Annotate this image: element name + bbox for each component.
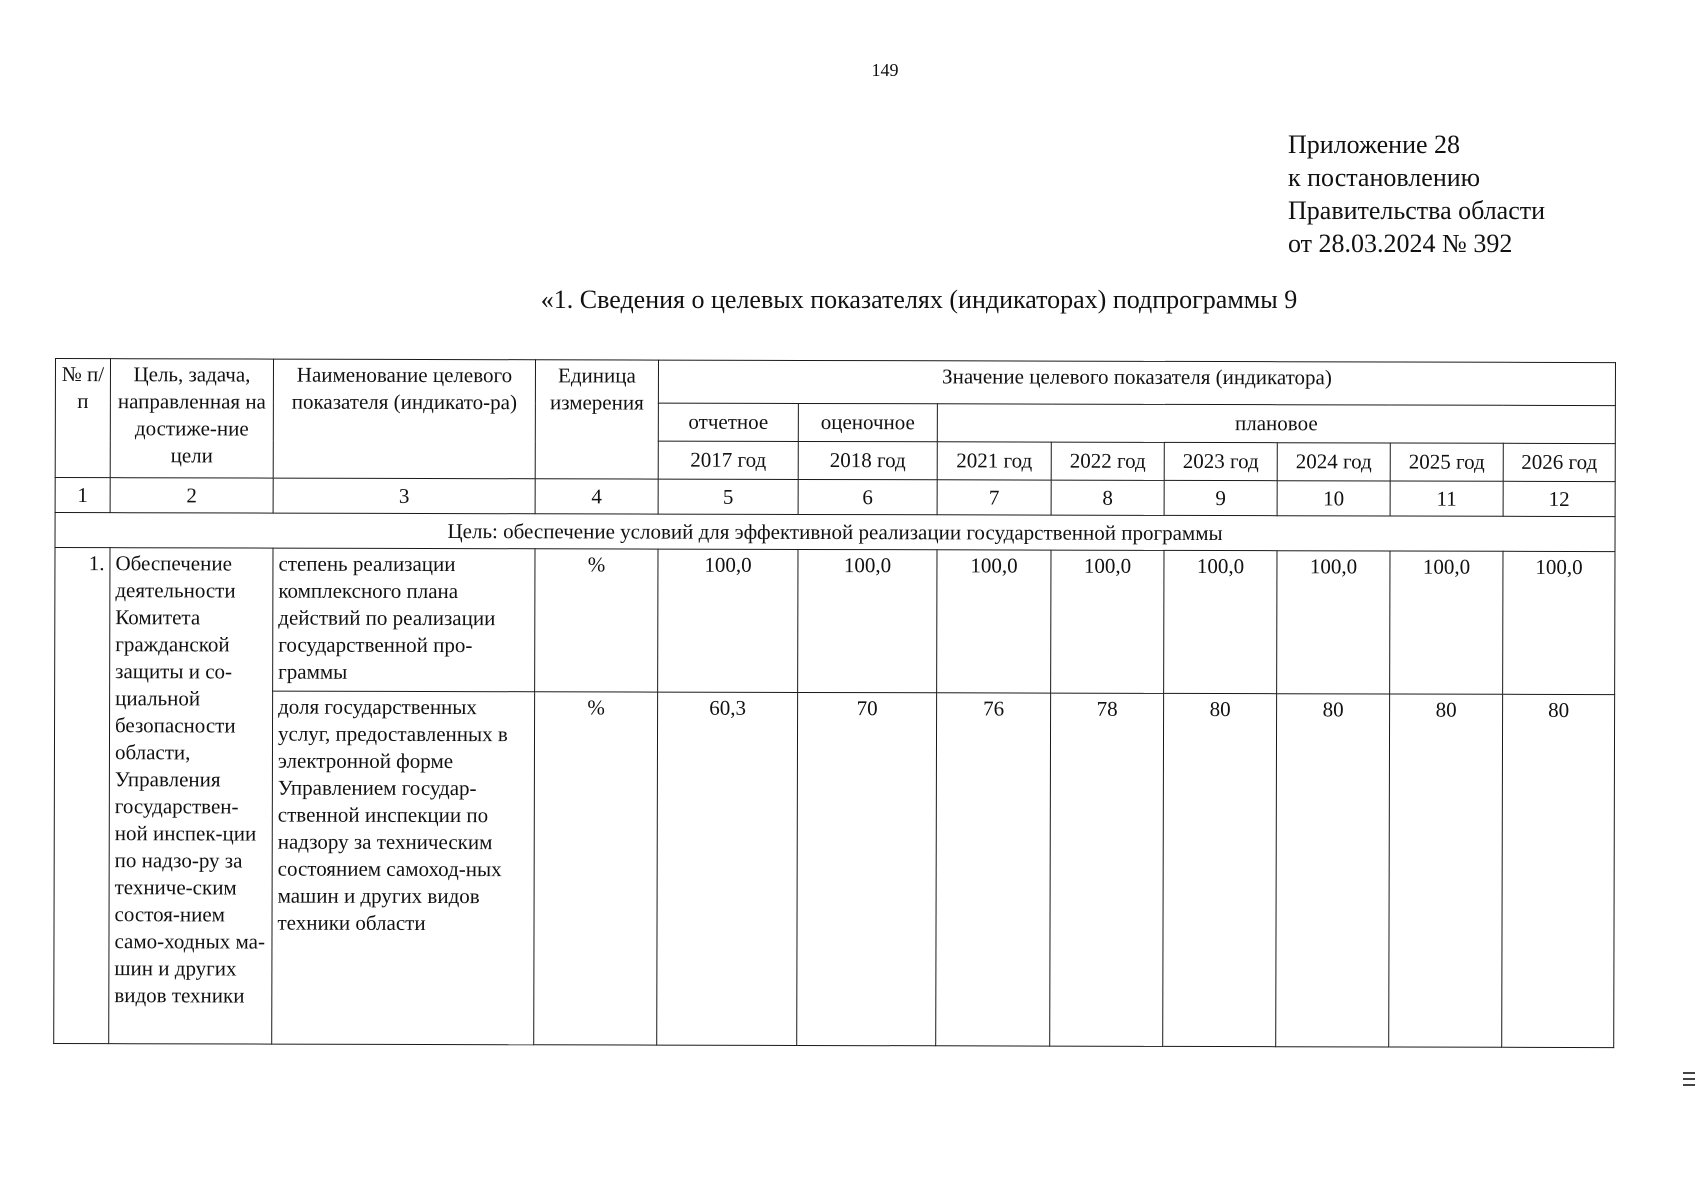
header-goal-task: Цель, задача, направленная на достиже-ние цели (110, 359, 273, 478)
goal-row (55, 513, 1615, 552)
column-number: 6 (798, 479, 937, 514)
header-num: № п/п (55, 359, 110, 478)
header-year: 2025 год (1390, 443, 1503, 481)
column-number: 7 (937, 480, 1051, 515)
indicator-value: 100,0 (1051, 550, 1164, 693)
header-value-group: Значение целевого показателя (индикатора) (658, 360, 1615, 406)
header-year: 2022 год (1051, 442, 1164, 480)
header-year: 2017 год (658, 441, 798, 479)
column-number: 12 (1503, 481, 1615, 516)
appendix-block (1288, 128, 1545, 260)
scan-edge-mark (1683, 1072, 1695, 1090)
indicator-value: 80 (1389, 694, 1503, 1047)
column-number: 10 (1277, 481, 1390, 516)
column-number: 2 (110, 478, 273, 513)
indicator-value: 76 (936, 693, 1051, 1046)
indicator-value: 100,0 (937, 550, 1051, 693)
indicator-value: 100,0 (658, 549, 798, 692)
table-header-row (55, 359, 1615, 406)
column-numbers-row (55, 478, 1615, 517)
header-year: 2018 год (798, 441, 937, 479)
header-estimated: оценочное (798, 403, 937, 441)
header-planned: плановое (937, 404, 1615, 444)
indicator-value: 80 (1502, 694, 1615, 1047)
column-number: 5 (658, 479, 798, 514)
indicator-name: степень реализации комплексного плана действий по реализации государственной про-граммы (273, 548, 535, 692)
table-row (54, 691, 1615, 1048)
page-number: 149 (871, 60, 899, 80)
column-number: 4 (535, 479, 658, 514)
indicator-unit: % (535, 549, 658, 692)
indicator-value: 70 (797, 692, 937, 1045)
header-unit: Единица измерения (535, 360, 658, 479)
header-indicator-name: Наименование целевого показателя (индикато-ра) (273, 359, 535, 479)
indicator-value: 100,0 (798, 549, 937, 692)
indicator-value: 60,3 (657, 692, 798, 1045)
indicator-name: доля государственных услуг, предоставленных в электронной форме Управлением государ-ственной инспекции по надзору за техническим состоянием самоход-ных машин и других видов техники области (272, 691, 535, 1045)
indicator-value: 100,0 (1164, 550, 1277, 693)
appendix-line: от 28.03.2024 № 392 (1288, 229, 1513, 258)
column-number: 9 (1164, 480, 1277, 515)
task-text: Обеспечение деятельности Комитета гражданской защиты и со-циальной безопасности области, Управления государствен-ной инспек-ции по надзо-ру за техниче-ским состоя-нием само-ходных ма-шин и других видов техники (109, 548, 273, 1044)
appendix-line: к постановлению (1288, 163, 1481, 192)
column-number: 8 (1051, 480, 1164, 515)
column-number: 1 (55, 478, 110, 513)
document-title: «1. Сведения о целевых показателях (индикаторах) подпрограммы 9 (540, 285, 1298, 314)
goal-text: Цель: обеспечение условий для эффективной реализации государственной программы (55, 513, 1615, 552)
header-year: 2023 год (1164, 442, 1277, 480)
indicator-value: 100,0 (1390, 551, 1503, 694)
indicator-value: 80 (1276, 694, 1390, 1047)
table-row (55, 548, 1615, 695)
indicator-value: 100,0 (1503, 551, 1615, 694)
header-year: 2024 год (1277, 443, 1390, 481)
indicator-unit: % (534, 692, 658, 1045)
indicator-value: 78 (1050, 693, 1164, 1046)
column-number: 3 (273, 478, 535, 514)
indicator-value: 100,0 (1277, 551, 1390, 694)
indicator-value: 80 (1163, 693, 1277, 1046)
task-number: 1. (54, 548, 110, 1044)
column-number: 11 (1390, 481, 1503, 516)
appendix-line: Правительства области (1288, 196, 1546, 225)
header-reporting: отчетное (658, 403, 798, 441)
indicators-table (53, 358, 1616, 1048)
appendix-line: Приложение 28 (1288, 130, 1461, 159)
header-year: 2021 год (937, 442, 1051, 480)
header-year: 2026 год (1503, 443, 1615, 481)
